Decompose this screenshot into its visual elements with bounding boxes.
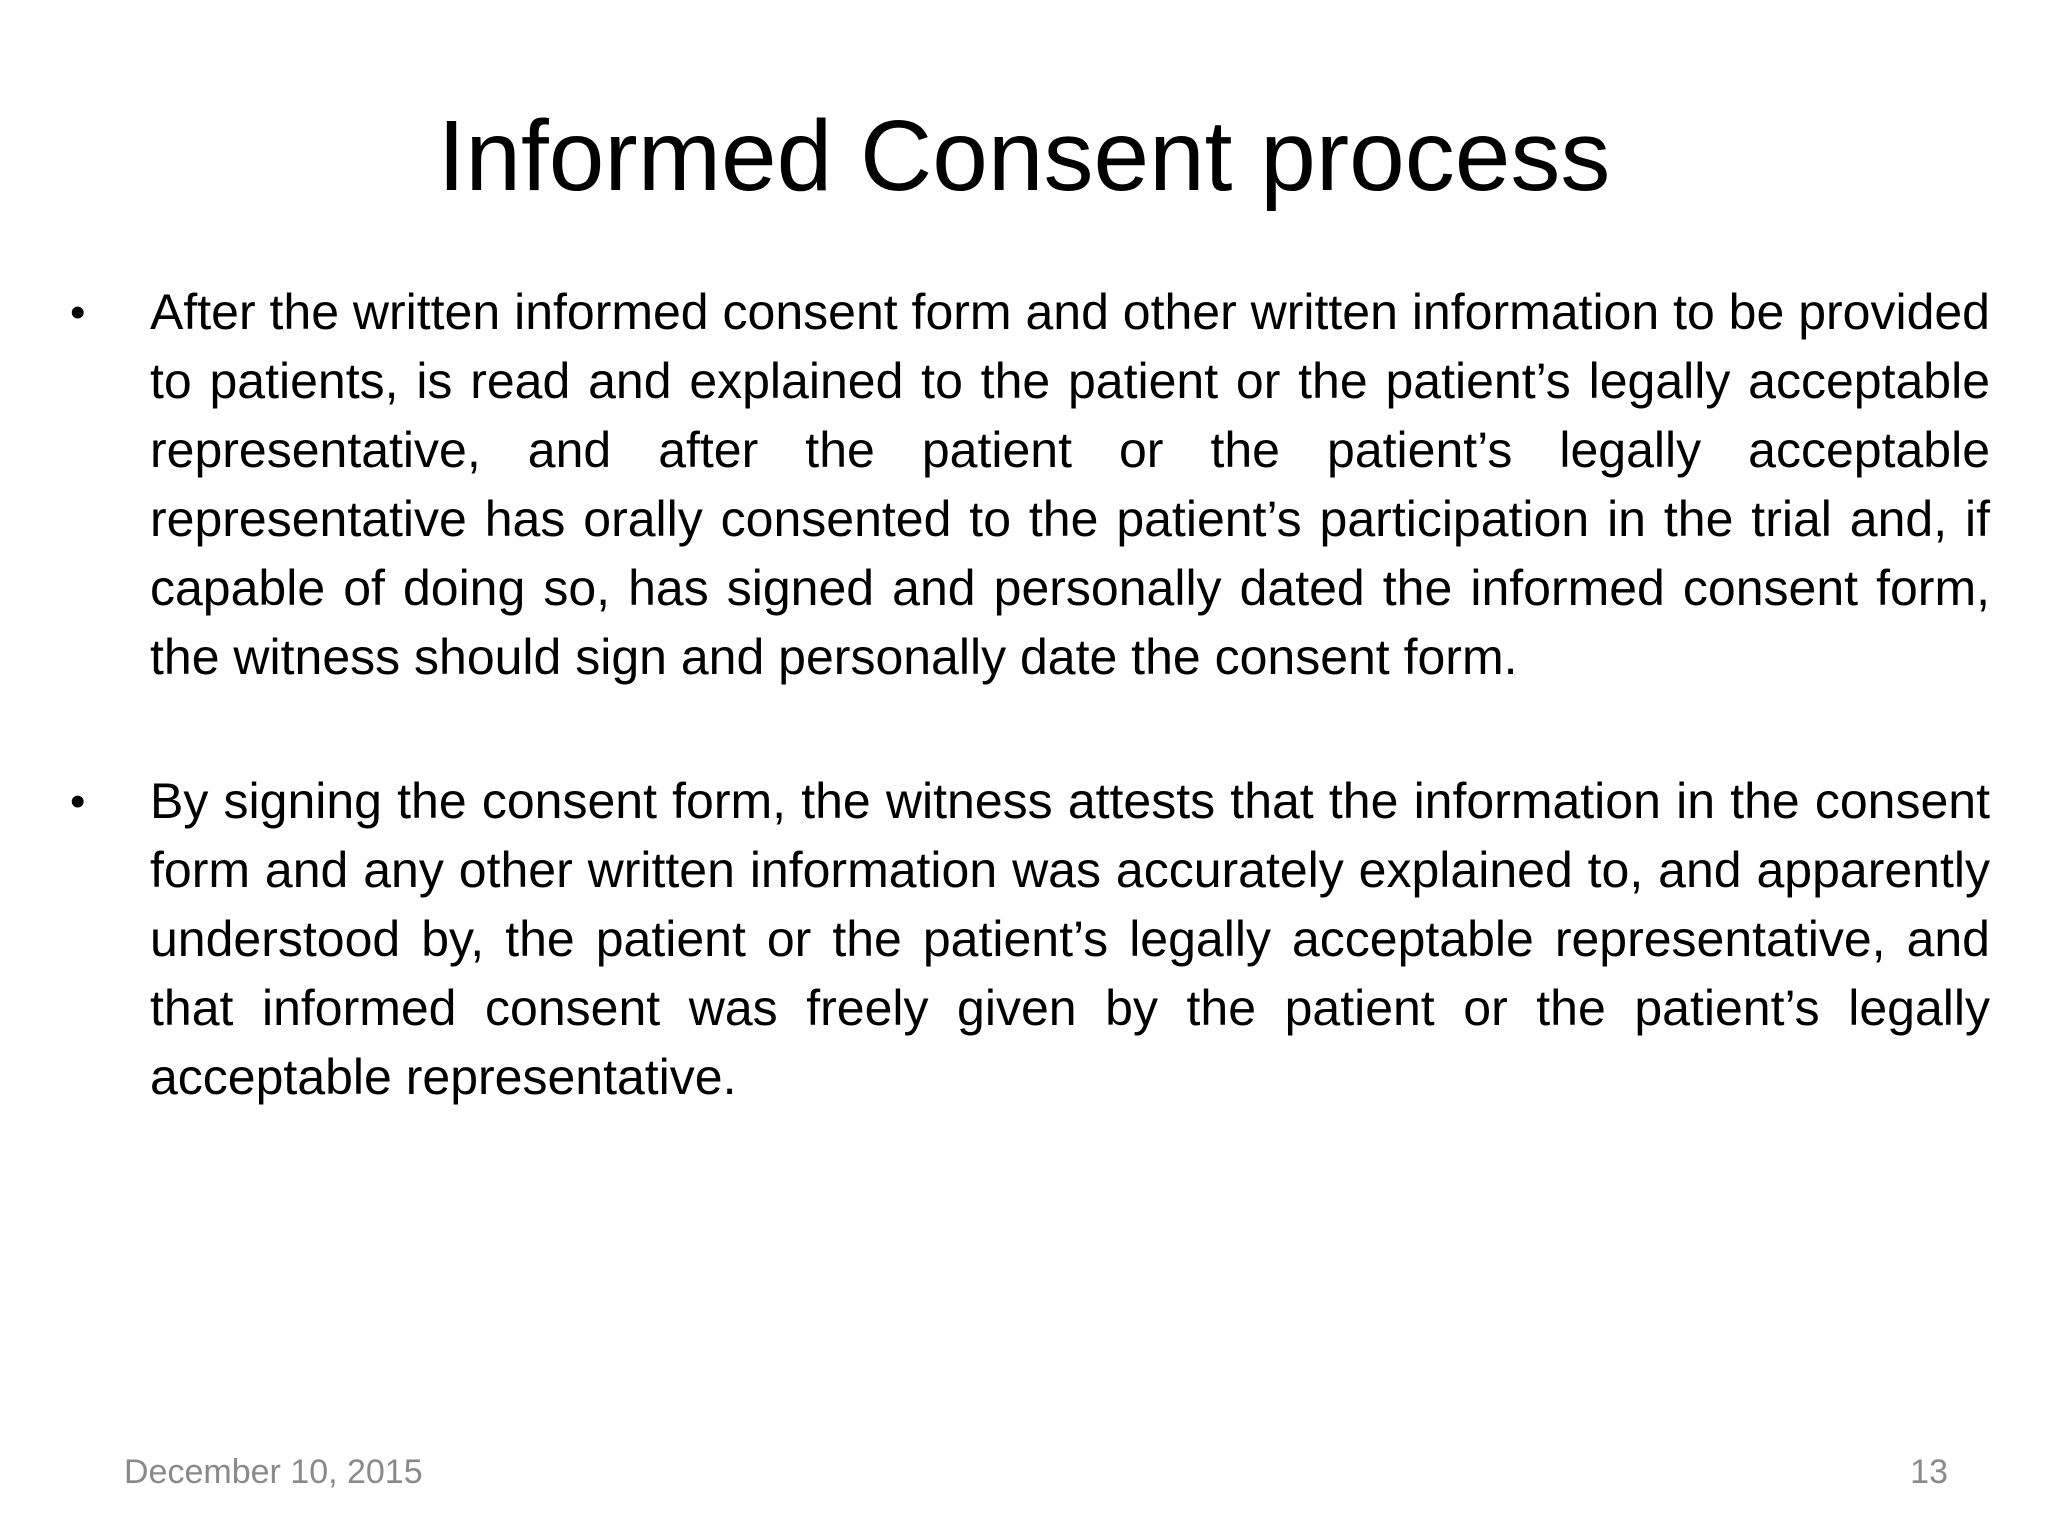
bullet-text: By signing the consent form, the witness attests that the information in the consent form and any other written information was accurately explained to, and apparently understood by, the patient or the patient’s legally acceptable representative, and that informed consent was freely given by the patient or the patient’s legally acceptable representative. (150, 773, 1990, 1105)
bullet-text: After the written informed consent form and other written information to be provided to patients, is read and explained to the patient or the patient’s legally acceptable representative, and after the patient or the patient’s legally acceptable representative has orally consented to the patient’s participation in the trial and, if capable of doing so, has signed and personally dated the informed consent form, the witness should sign and personally date the consent form. (150, 284, 1990, 685)
bullet-icon: • (70, 288, 86, 337)
bullet-list (70, 278, 1990, 1112)
bullet-item (70, 767, 1990, 1112)
slide-title: Informed Consent process (437, 100, 1611, 212)
footer-date: December 10, 2015 (124, 1453, 423, 1491)
page-number: 13 (1910, 1453, 1948, 1491)
bullet-icon: • (70, 777, 86, 826)
bullet-item (70, 278, 1990, 692)
